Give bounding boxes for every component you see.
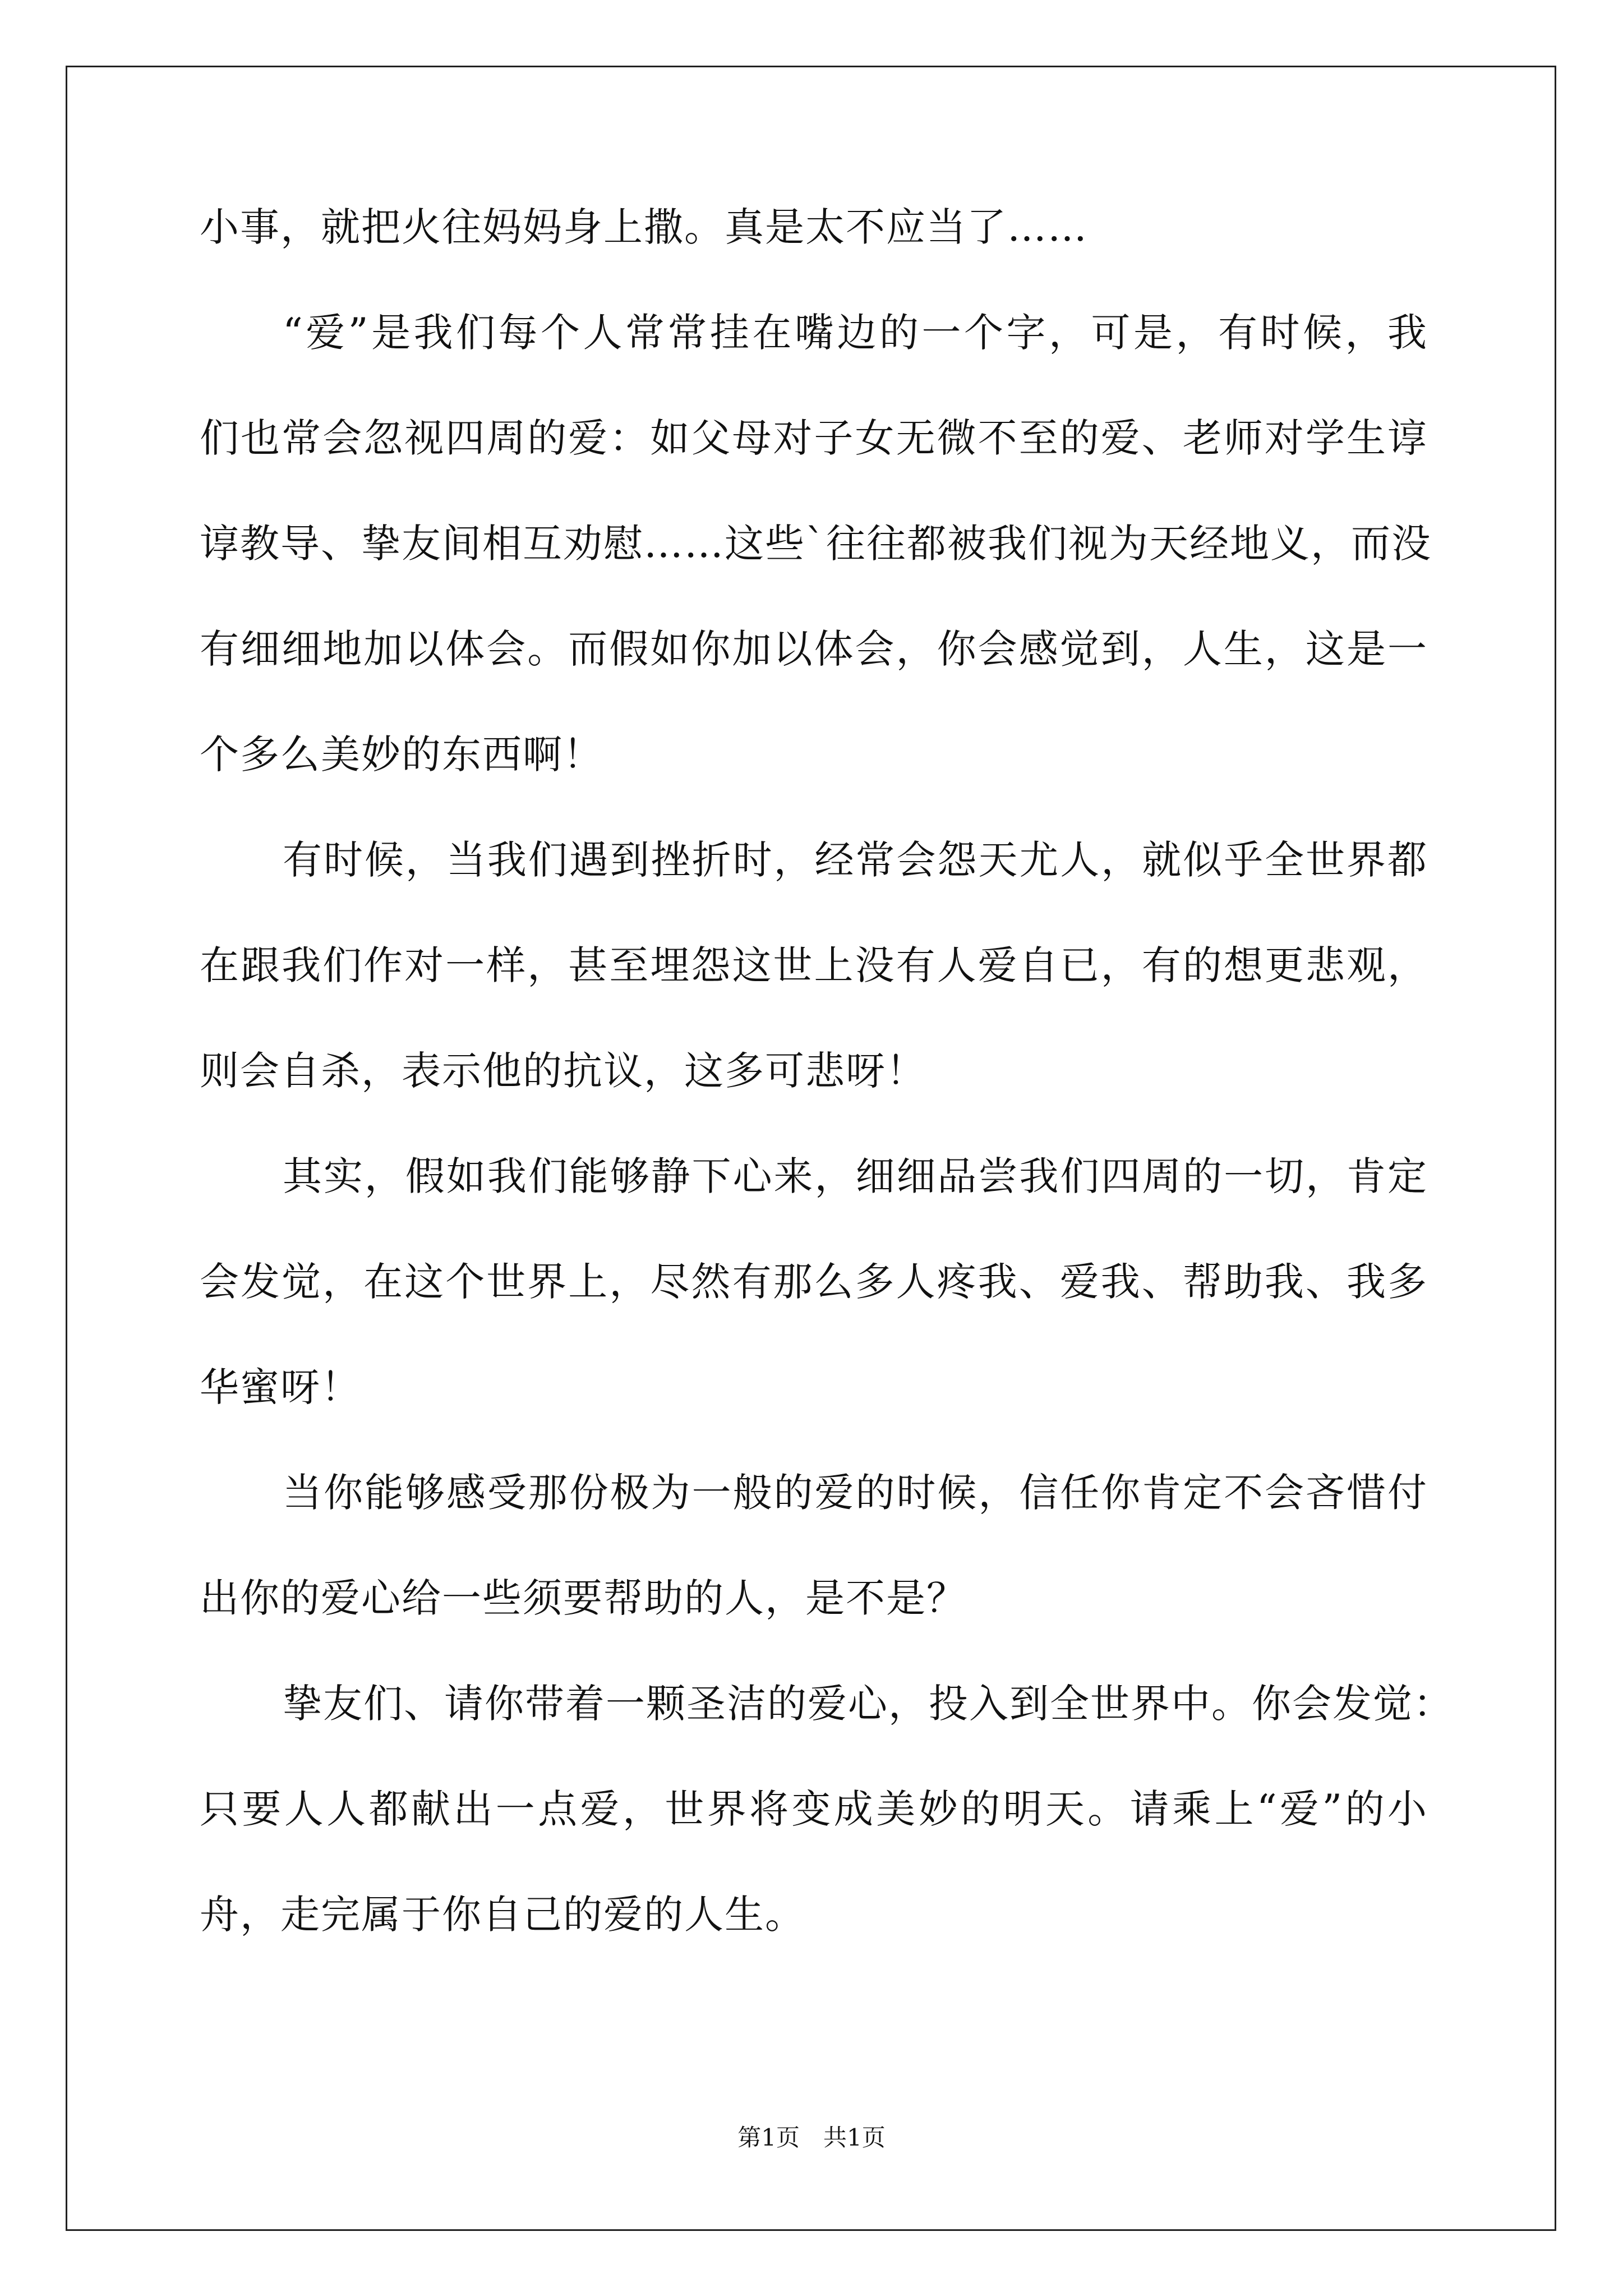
- page-footer: 第1页 共1页: [737, 2124, 886, 2151]
- text-line: 挚友们、请你带着一颗圣洁的爱心，投入到全世界中。你会发觉：: [283, 1681, 1454, 1727]
- text-line: 个多么美妙的东西啊！: [200, 731, 603, 777]
- text-line: 当你能够感受那份极为一般的爱的时候，信任你肯定不会吝惜付: [283, 1470, 1428, 1516]
- text-line: 小事，就把火往妈妈身上撒。真是太不应当了……: [200, 204, 1088, 250]
- text-line: 舟，走完属于你自己的爱的人生。: [200, 1892, 805, 1938]
- text-line: 出你的爱心给一些须要帮助的人，是不是？: [200, 1575, 967, 1621]
- text-line: 有时候，当我们遇到挫折时，经常会怨天尤人，就似乎全世界都: [283, 837, 1428, 883]
- text-line: 只要人人都献出一点爱，世界将变成美妙的明天。请乘上“爱”的小: [200, 1786, 1428, 1832]
- text-line: 有细细地加以体会。而假如你加以体会，你会感觉到，人生，这是一: [200, 626, 1428, 672]
- text-line: 则会自杀，表示他的抗议，这多可悲呀！: [200, 1048, 926, 1094]
- text-line: “爱”是我们每个人常常挂在嘴边的一个字，可是，有时候，我: [283, 310, 1428, 356]
- document-body: [200, 204, 1454, 2000]
- text-line: 华蜜呀！: [200, 1364, 361, 1410]
- text-line: 其实，假如我们能够静下心来，细细品尝我们四周的一切，肯定: [283, 1153, 1428, 1199]
- text-line: 会发觉，在这个世界上，尽然有那么多人疼我、爱我、帮助我、我多: [200, 1259, 1428, 1305]
- text-line: 在跟我们作对一样，甚至埋怨这世上没有人爱自已，有的想更悲观，: [200, 942, 1428, 988]
- text-line: 谆教导、挚友间相互劝慰……这些`往往都被我们视为天经地义，而没: [200, 521, 1432, 567]
- text-line: 们也常会忽视四周的爱：如父母对子女无微不至的爱、老师对学生谆: [200, 415, 1428, 461]
